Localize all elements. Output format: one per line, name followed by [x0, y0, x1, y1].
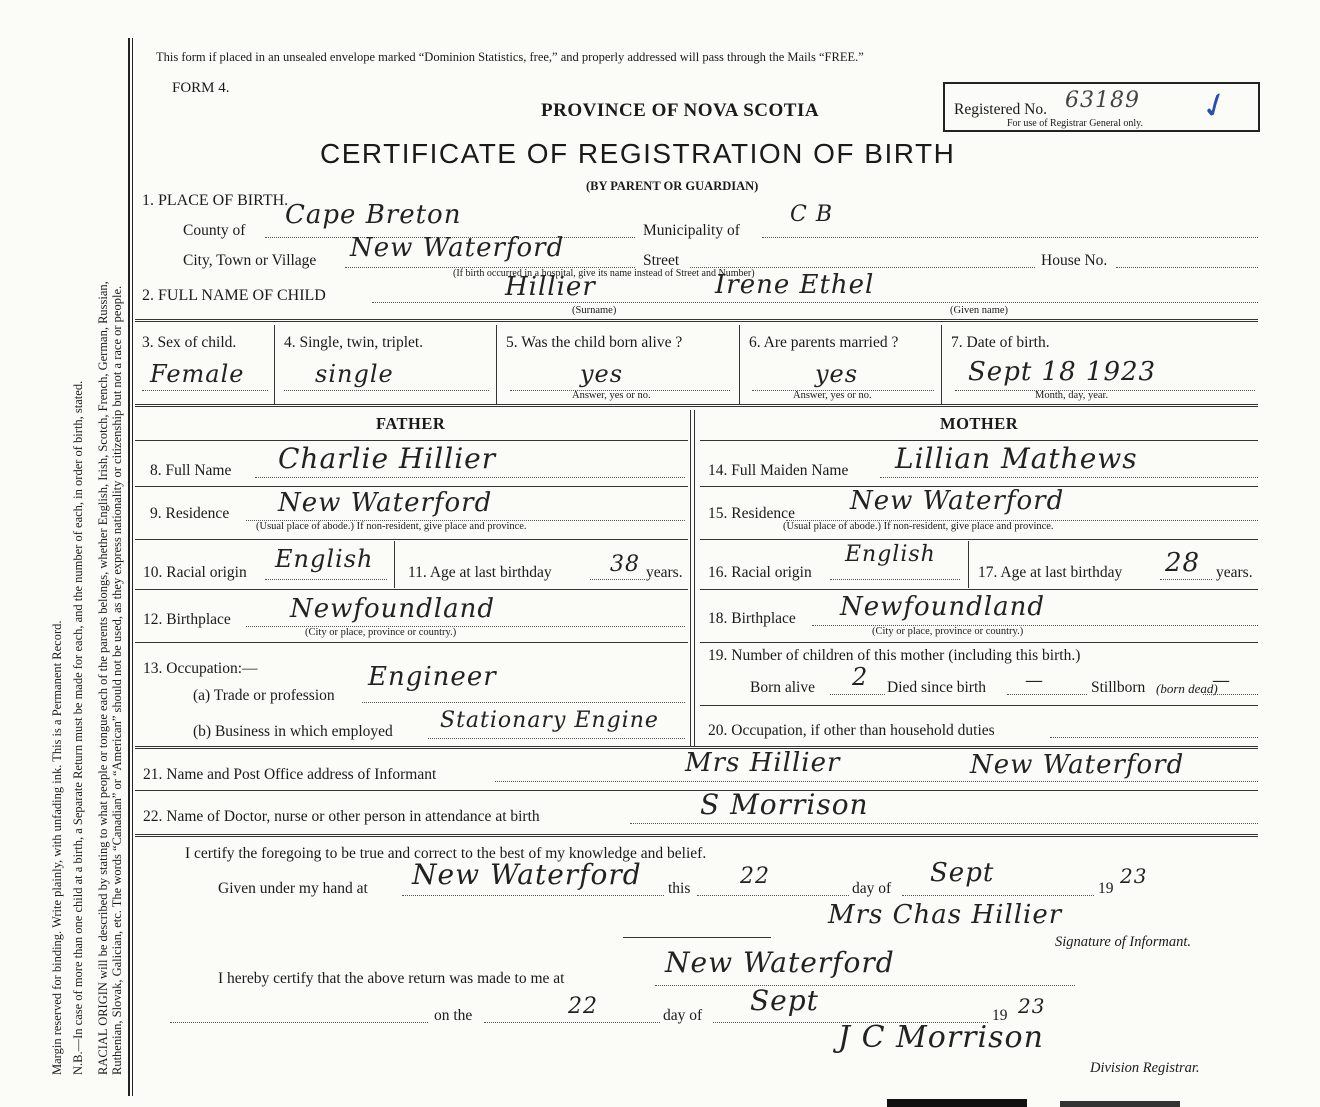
plurality-value: single	[315, 360, 394, 388]
stillborn-label: Stillborn	[1091, 679, 1146, 696]
registrar-signature: J C Morrison	[838, 1020, 1044, 1055]
sex-label: 3. Sex of child.	[142, 334, 237, 351]
died-since-birth-count: —	[1025, 670, 1044, 691]
municipality-label: Municipality of	[643, 222, 740, 239]
sex-value: Female	[150, 360, 245, 388]
mother-age: 28	[1165, 548, 1201, 578]
registered-note: For use of Registrar General only.	[1007, 118, 1143, 129]
given-year-prefix: 19	[1098, 880, 1114, 897]
father-name-label: 8. Full Name	[150, 462, 232, 479]
given-day: 22	[740, 864, 770, 889]
side-note-3: RACIAL ORIGIN will be described by stating to what people or tongue each of the parents belongs, whether English, Irish, Scotch, French, German, Russian,	[96, 281, 110, 1075]
city-label: City, Town or Village	[183, 252, 317, 269]
side-note-1: Margin reserved for binding. Write plainly, with unfading ink. This is a Permanent Record.	[50, 620, 64, 1075]
father-trade-label: (a) Trade or profession	[193, 687, 335, 704]
father-residence: New Waterford	[278, 488, 493, 518]
father-header: FATHER	[376, 414, 446, 433]
registrar-day: 22	[568, 994, 598, 1019]
registrar-signature-label: Division Registrar.	[1090, 1060, 1200, 1076]
registered-number: 63189	[1065, 88, 1140, 113]
given-name-note: (Given name)	[950, 305, 1009, 316]
informant-signature-label: Signature of Informant.	[1055, 934, 1192, 950]
father-name: Charlie Hillier	[278, 442, 497, 475]
father-business: Stationary Engine	[440, 708, 659, 733]
father-age-years: years.	[646, 564, 683, 581]
hospital-note: (If birth occurred in a hospital, give its name instead of Street and Number)	[453, 268, 755, 279]
registrar-check-mark: ✓	[1195, 84, 1236, 129]
doctor-value: S Morrison	[700, 788, 869, 821]
father-birthplace-note: (City or place, province or country.)	[305, 627, 457, 638]
parents-married-label: 6. Are parents married ?	[749, 334, 899, 351]
side-note-2: N.B.—In case of more than one child at a birth, a Separate Return must be made for each, and the number of each, in order of birth, stated.	[71, 380, 85, 1075]
child-name-label: 2. FULL NAME OF CHILD	[142, 287, 326, 304]
informant-signature: Mrs Chas Hillier	[828, 900, 1063, 930]
mother-race-label: 16. Racial origin	[708, 564, 812, 581]
informant-label: 21. Name and Post Office address of Informant	[143, 766, 437, 783]
registered-number-box	[943, 82, 1260, 132]
certification-statement: I certify the foregoing to be true and correct to the best of my knowledge and belief.	[185, 845, 707, 862]
given-at-label: Given under my hand at	[218, 880, 368, 897]
born-alive-note: Answer, yes or no.	[572, 390, 651, 401]
dob-label: 7. Date of birth.	[951, 334, 1050, 351]
mail-notice: This form if placed in an unsealed envelope marked “Dominion Statistics, free,” and properly addressed will pass through the Mails “FREE.”	[156, 50, 864, 64]
house-number-label: House No.	[1041, 252, 1108, 269]
mother-occupation-label: 20. Occupation, if other than household duties	[708, 722, 995, 739]
father-age-label: 11. Age at last birthday	[408, 564, 552, 581]
given-at-place: New Waterford	[412, 858, 642, 891]
child-given-name: Irene Ethel	[715, 270, 875, 300]
mother-birthplace: Newfoundland	[840, 592, 1046, 622]
registrar-year-suffix: 23	[1018, 994, 1046, 1018]
father-business-label: (b) Business in which employed	[193, 723, 393, 740]
mother-race: English	[845, 542, 936, 567]
born-alive-value: yes	[580, 360, 624, 388]
father-birthplace: Newfoundland	[290, 594, 496, 624]
stillborn-note: (born dead)	[1156, 681, 1218, 696]
page-title: CERTIFICATE OF REGISTRATION OF BIRTH	[320, 138, 956, 169]
registered-label: Registered No.	[954, 101, 1047, 118]
surname-note: (Surname)	[572, 305, 617, 316]
father-residence-label: 9. Residence	[150, 505, 230, 522]
mother-residence-label: 15. Residence	[708, 505, 795, 522]
county-value: Cape Breton	[285, 200, 462, 230]
child-surname: Hillier	[505, 272, 596, 302]
born-alive-count: 2	[852, 663, 869, 691]
place-of-birth-label: 1. PLACE OF BIRTH.	[142, 192, 289, 209]
street-label: Street	[643, 252, 680, 269]
page-bottom-shadow	[887, 1099, 1027, 1107]
mother-age-years: years.	[1216, 564, 1253, 581]
mother-children-label: 19. Number of children of this mother (including this birth.)	[708, 647, 1081, 664]
father-occupation-label: 13. Occupation:—	[143, 660, 258, 677]
city-value: New Waterford	[350, 233, 565, 263]
given-day-of-label: day of	[852, 880, 892, 897]
parents-married-note: Answer, yes or no.	[793, 390, 872, 401]
father-trade: Engineer	[368, 662, 497, 692]
father-race: English	[275, 545, 374, 573]
municipality-value: C B	[790, 202, 833, 227]
mother-name-label: 14. Full Maiden Name	[708, 462, 849, 479]
page-bottom-shadow-2	[1060, 1101, 1180, 1107]
side-note-4: Ruthenian, Slovak, Galician, etc. The words “Canadian” or “American” should not be used, as they express nationality or citizenship but not a race or people.	[110, 285, 124, 1075]
province-heading: PROVINCE OF NOVA SCOTIA	[541, 100, 820, 121]
born-alive-label: 5. Was the child born alive ?	[506, 334, 683, 351]
registrar-statement: I hereby certify that the above return was made to me at	[218, 970, 565, 987]
given-month: Sept	[930, 858, 995, 888]
informant-name: Mrs Hillier	[685, 748, 841, 778]
parents-married-value: yes	[815, 360, 859, 388]
form-number: FORM 4.	[172, 80, 230, 96]
father-birthplace-label: 12. Birthplace	[143, 611, 231, 628]
dob-value: Sept 18 1923	[968, 357, 1157, 387]
father-race-label: 10. Racial origin	[143, 564, 247, 581]
father-residence-note: (Usual place of abode.) If non-resident, give place and province.	[256, 521, 527, 532]
died-since-birth-label: Died since birth	[887, 679, 987, 696]
registrar-month: Sept	[750, 984, 819, 1017]
dob-note: Month, day, year.	[1035, 390, 1109, 401]
father-age: 38	[610, 552, 640, 577]
informant-address: New Waterford	[970, 750, 1185, 780]
mother-age-label: 17. Age at last birthday	[978, 564, 1123, 581]
given-this-label: this	[668, 880, 691, 897]
mother-birthplace-label: 18. Birthplace	[708, 610, 796, 627]
registrar-year-prefix: 19	[992, 1007, 1008, 1024]
doctor-label: 22. Name of Doctor, nurse or other person in attendance at birth	[143, 808, 540, 825]
county-label: County of	[183, 222, 246, 239]
mother-name: Lillian Mathews	[895, 442, 1138, 475]
given-year-suffix: 23	[1120, 864, 1148, 888]
binding-margin-line	[128, 38, 130, 1096]
mother-residence-note: (Usual place of abode.) If non-resident, give place and province.	[783, 521, 1054, 532]
mother-header: MOTHER	[940, 414, 1019, 433]
registrar-place: New Waterford	[665, 946, 895, 979]
registrar-day-of-label: day of	[663, 1007, 703, 1024]
page-subtitle: (BY PARENT OR GUARDIAN)	[586, 179, 759, 193]
stillborn-count: —	[1212, 670, 1231, 691]
registrar-on-the-label: on the	[434, 1007, 473, 1024]
born-alive-count-label: Born alive	[750, 679, 815, 696]
mother-residence: New Waterford	[850, 486, 1065, 516]
binding-margin-line-2	[132, 38, 133, 1096]
mother-birthplace-note: (City or place, province or country.)	[872, 626, 1024, 637]
plurality-label: 4. Single, twin, triplet.	[284, 334, 424, 351]
